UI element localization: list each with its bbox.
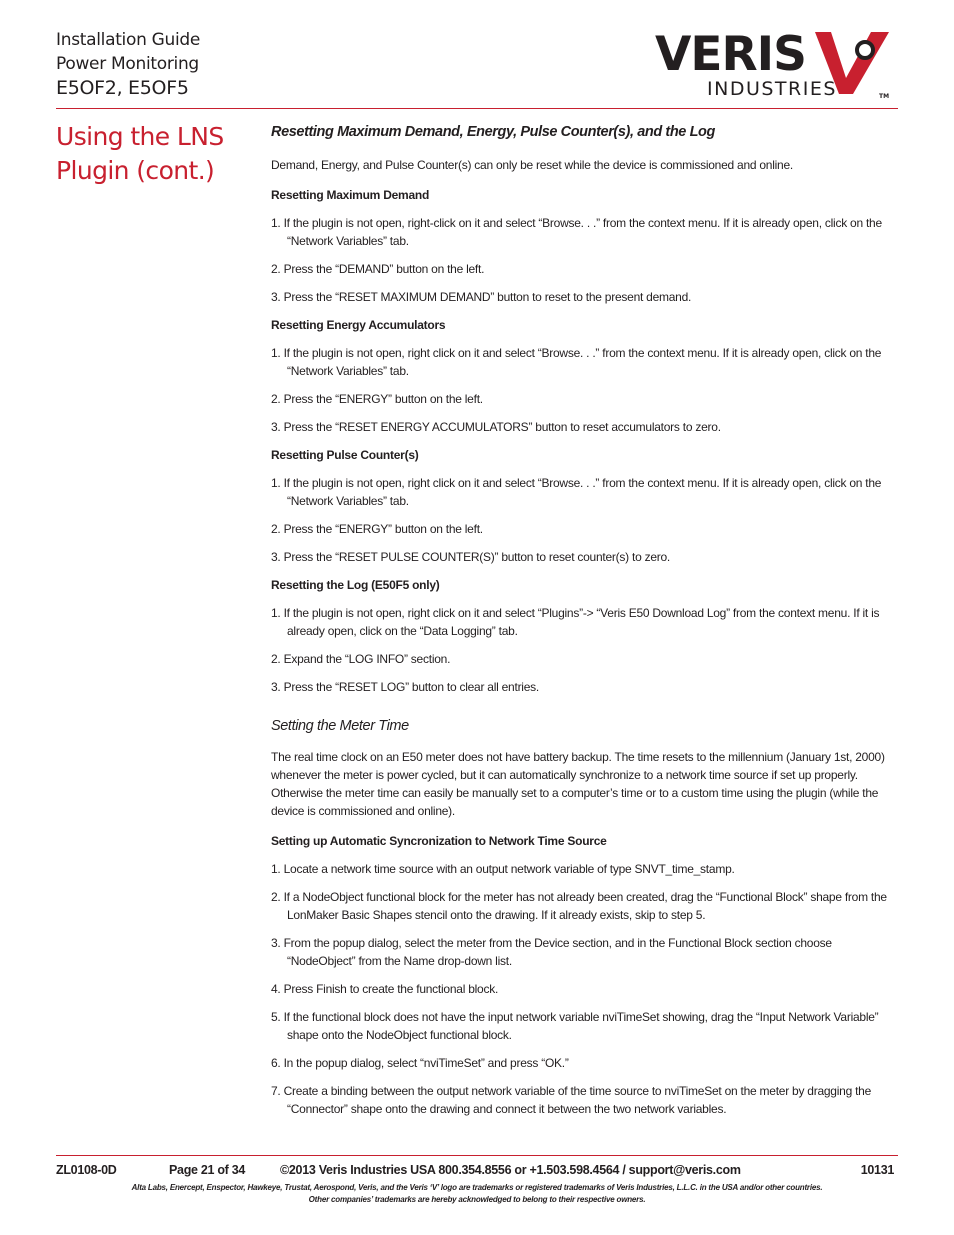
list-item: 5. If the functional block does not have the input network variable nviTimeSet showing, drag the “Input Network Variable” shape onto the NodeObject functional block. <box>271 1010 879 1042</box>
header-divider <box>56 108 898 109</box>
reset-heading: Resetting Maximum Demand, Energy, Pulse Counter(s), and the Log <box>271 124 715 140</box>
list-item: 3. Press the “RESET ENERGY ACCUMULATORS” button to reset accumulators to zero. <box>271 420 721 434</box>
header-line-guide: Installation Guide <box>56 30 201 50</box>
group-max-demand <box>271 186 901 306</box>
group-log <box>271 576 901 696</box>
list-item: 1. If the plugin is not open, right click on it and select “Plugins”-> “Veris E50 Download Log” from the context menu. If it is already open, click on the “Data Logging” tab. <box>271 606 880 638</box>
group-title: Resetting the Log (E50F5 only) <box>271 578 440 592</box>
group-pulse <box>271 446 901 566</box>
list-item: 3. Press the “RESET LOG” button to clear all entries. <box>271 680 539 694</box>
group-title: Resetting Maximum Demand <box>271 188 430 202</box>
footer-code: 10131 <box>860 1163 894 1177</box>
list-item: 3. Press the “RESET MAXIMUM DEMAND” button to reset to the present demand. <box>271 290 692 304</box>
list-item: 4. Press Finish to create the functional block. <box>271 982 499 996</box>
list-item: 2. Expand the “LOG INFO” section. <box>271 652 451 666</box>
list-item: 1. If the plugin is not open, right click on it and select “Browse. . .” from the context menu. If it is already open, click on the “Network Variables” tab. <box>271 476 882 508</box>
list-item: 1. Locate a network time source with an output network variable of type SNVT_time_stamp. <box>271 862 735 876</box>
reset-intro: Demand, Energy, and Pulse Counter(s) can only be reset while the device is commissioned and online. <box>271 158 793 172</box>
list-item: 2. Press the “ENERGY” button on the left. <box>271 392 483 406</box>
logo-wordmark: VERIS <box>655 27 807 82</box>
footer-divider <box>56 1155 898 1156</box>
footer-legal <box>56 1182 898 1206</box>
list-item: 1. If the plugin is not open, right-click on it and select “Browse. . .” from the context menu. If it is already open, click on the “Network Variables” tab. <box>271 216 882 248</box>
list-item: 3. Press the “RESET PULSE COUNTER(S)” button to reset counter(s) to zero. <box>271 550 671 564</box>
list-item: 2. Press the “DEMAND” button on the left. <box>271 262 485 276</box>
main-content <box>271 120 901 1128</box>
header-line-product: Power Monitoring <box>56 54 199 74</box>
footer-page-number: Page 21 of 34 <box>169 1163 246 1177</box>
time-intro: The real time clock on an E50 meter does not have battery backup. The time resets to the millennium (January 1st, 2000) whenever the meter is power cycled, but it can automatically synchronize to a network time source if set up properly. Otherwise the meter time can easily be manually set to a computer’s time or to a custom time using the plugin (while the device is commissioned and online). <box>271 750 885 818</box>
legal-acknowledgement: Other companies’ trademarks are hereby acknowledged to belong to their respective owners. <box>308 1195 646 1204</box>
group-energy <box>271 316 901 436</box>
legal-trademarks: Alta Labs, Enercept, Enspector, Hawkeye, Trustat, Aerospond, Veris, and the Veris ‘V’ logo are trademarks or registered trademarks of Veris Industries, L.L.C. in the USA and/or other countries. <box>131 1183 823 1192</box>
section-title: Using the LNS Plugin (cont.) <box>56 122 224 185</box>
time-heading: Setting the Meter Time <box>271 718 409 734</box>
list-item: 6. In the popup dialog, select “nviTimeSet” and press “OK.” <box>271 1056 569 1070</box>
group-title: Resetting Energy Accumulators <box>271 318 446 332</box>
list-item: 2. Press the “ENERGY” button on the left. <box>271 522 483 536</box>
list-item: 3. From the popup dialog, select the meter from the Device section, and in the Functional Block section choose “NodeObject” from the Name drop-down list. <box>271 936 832 968</box>
header-title-block <box>56 28 200 100</box>
list-item: 2. If a NodeObject functional block for the meter has not already been created, drag the “Functional Block” shape from the LonMaker Basic Shapes stencil onto the drawing. If it already exists, skip to step 5. <box>271 890 887 922</box>
veris-logo <box>655 24 900 104</box>
footer-contact: ©2013 Veris Industries USA 800.354.8556 or +1.503.598.4564 / support@veris.com <box>280 1163 741 1177</box>
group-title: Resetting Pulse Counter(s) <box>271 448 419 462</box>
list-item: 7. Create a binding between the output network variable of the time source to nviTimeSet on the meter by dragging the “Connector” shape onto the drawing and connect it between the two network variables. <box>271 1084 872 1116</box>
sync-title: Setting up Automatic Syncronization to Network Time Source <box>271 834 607 848</box>
logo-trademark: TM <box>879 93 890 100</box>
footer-doc-id: ZL0108-0D <box>56 1163 117 1177</box>
list-item: 1. If the plugin is not open, right click on it and select “Browse. . .” from the context menu. If it is already open, click on the “Network Variables” tab. <box>271 346 882 378</box>
header-line-model: E5OF2, E5OF5 <box>56 77 189 99</box>
logo-subtitle: INDUSTRIES <box>707 78 837 100</box>
